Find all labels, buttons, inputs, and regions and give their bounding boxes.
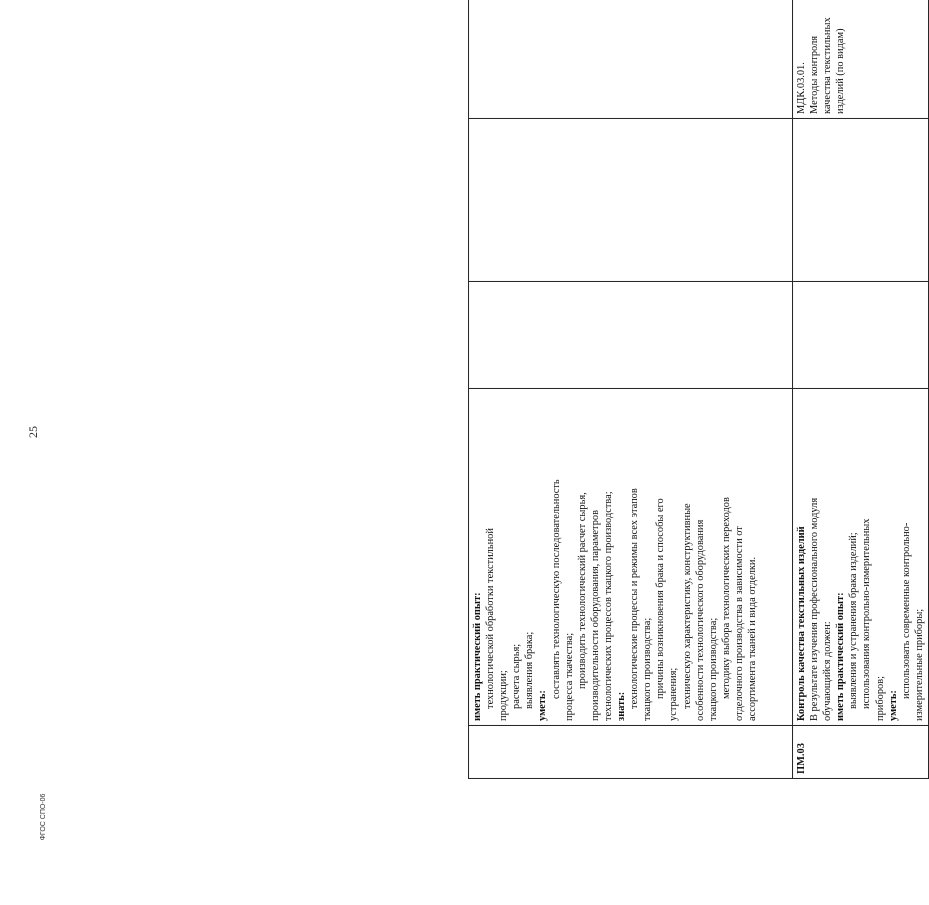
text-line: приборов; bbox=[874, 675, 886, 721]
text-line: производительности оборудования, параметров bbox=[589, 510, 601, 721]
text-line: расчета сырья; bbox=[511, 643, 523, 709]
text-line: технологические процессы и режимы всех этапов bbox=[629, 488, 641, 709]
text-line: использовать современные контрольно- bbox=[900, 522, 912, 699]
text-line: уметь: bbox=[537, 690, 549, 721]
text-line: иметь практический опыт: bbox=[835, 592, 847, 721]
module-code-cell: ПМ.03 bbox=[793, 725, 929, 778]
text-line: устранения; bbox=[668, 667, 680, 721]
footer-label: ФГОС СПО-06 bbox=[40, 793, 47, 841]
empty-cell bbox=[469, 118, 793, 281]
curriculum-table bbox=[468, 0, 929, 779]
content-cell bbox=[469, 388, 793, 725]
empty-cell bbox=[793, 281, 929, 388]
text-line: выявления брака; bbox=[524, 631, 536, 709]
text-line: ткацкого производства; bbox=[642, 617, 654, 721]
text-line: измерительные приборы; bbox=[913, 608, 925, 721]
text-line: изделий (по видам) bbox=[835, 28, 847, 114]
text-line: ассортимента тканей и вида отделки. bbox=[747, 556, 758, 721]
table-row bbox=[469, 0, 793, 778]
text-line: выявления и устранения брака изделий; bbox=[848, 532, 860, 709]
empty-cell bbox=[469, 281, 793, 388]
text-line: продукции; bbox=[498, 670, 510, 721]
page-number: 25 bbox=[26, 426, 40, 438]
text-line: качества текстильных bbox=[822, 17, 834, 114]
table-row bbox=[793, 0, 929, 778]
text-line: причины возникновения брака и способы его bbox=[655, 498, 667, 699]
text-line: В результате изучения профессионального модуля bbox=[809, 497, 821, 721]
mdk-cell bbox=[793, 0, 929, 118]
text-line: процесса ткачества; bbox=[563, 632, 575, 721]
text-line: использования контрольно-измерительных bbox=[861, 518, 873, 709]
text-line: МДК.03.01. bbox=[796, 62, 808, 114]
empty-cell bbox=[469, 0, 793, 118]
text-line: методику выбора технологических переходов bbox=[720, 497, 732, 699]
text-line: ткацкого производства; bbox=[707, 617, 719, 721]
text-line: технологических процессов ткацкого производства; bbox=[602, 491, 614, 721]
text-line: технологической обработки текстильной bbox=[485, 528, 497, 709]
text-line: обучающийся должен: bbox=[822, 621, 834, 721]
code-cell bbox=[469, 725, 793, 778]
text-line: иметь практический опыт: bbox=[472, 592, 484, 721]
text-line: уметь: bbox=[887, 690, 899, 721]
module-title: Контроль качества текстильных изделий bbox=[796, 526, 808, 721]
empty-cell bbox=[793, 118, 929, 281]
text-line: техническую характеристику, конструктивные bbox=[681, 503, 693, 709]
text-line: особенности технологического оборудования bbox=[694, 519, 706, 721]
text-line: составлять технологическую последовательность bbox=[550, 479, 562, 699]
text-line: производить технологический расчет сырья, bbox=[576, 492, 588, 689]
text-line: Методы контроля bbox=[809, 35, 821, 114]
text-line: отделочного производства в зависимости от bbox=[733, 526, 745, 721]
text-line: знать: bbox=[616, 691, 628, 721]
content-cell bbox=[793, 388, 929, 725]
